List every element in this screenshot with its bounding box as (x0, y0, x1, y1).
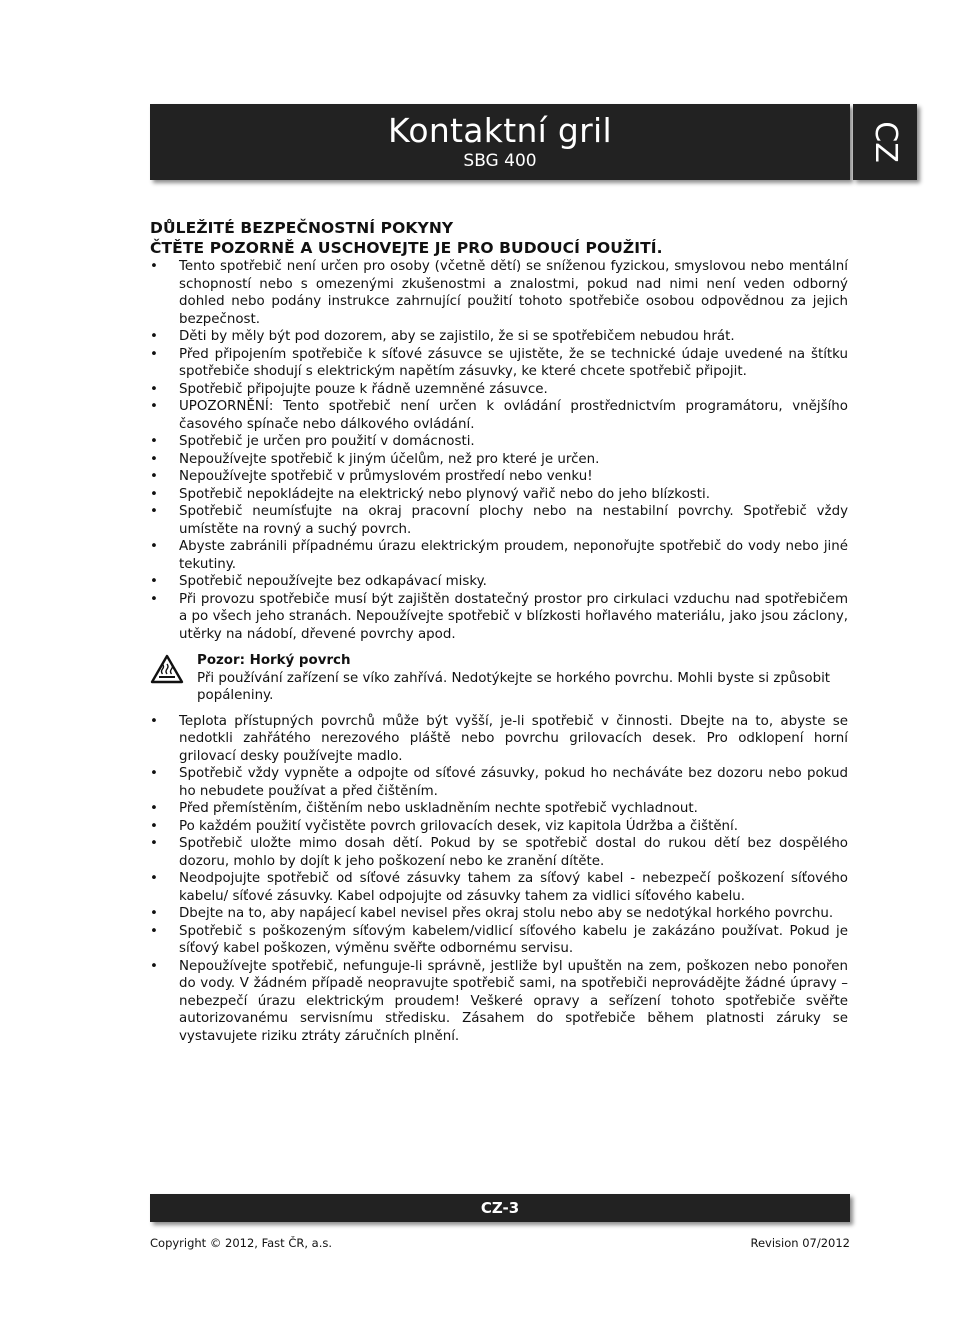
list-item: • Nepoužívejte spotřebič k jiným účelům, než pro které je určen. (150, 451, 848, 469)
hot-surface-warning (150, 652, 848, 705)
list-item: • Abyste zabránili případnému úrazu elektrickým proudem, neponořujte spotřebič do vody nebo jiné tekutiny. (150, 538, 848, 573)
header-bar (150, 104, 850, 180)
warning-text: Při používání zařízení se víko zahřívá. Nedotýkejte se horkého povrchu. Mohli byste si způsobit popáleniny. (197, 670, 831, 703)
model-number: SBG 400 (463, 151, 537, 171)
list-item: • Spotřebič nepokládejte na elektrický nebo plynový vařič nebo do jeho blízkosti. (150, 486, 848, 504)
language-tab (853, 104, 917, 180)
list-item: • UPOZORNĚNÍ: Tento spotřebič není určen k ovládání prostřednictvím programátoru, vnějšího časového spínače nebo dálkového ovládání. (150, 398, 848, 433)
list-item: • Spotřebič uložte mimo dosah dětí. Pokud by se spotřebič dostal do rukou dětí bez dospělého dozoru, mohlo by dojít k jeho poškození nebo ke zranění dítěte. (150, 835, 848, 870)
warning-title: Pozor: Horký povrch (197, 653, 351, 668)
list-item: • Nepoužívejte spotřebič, nefunguje-li správně, jestliže byl upuštěn na zem, poškozen nebo ponořen do vody. V žádném případě neopravujte spotřebič sami, na spotřebiči neprovádějte žádné úpravy – nebezpečí úrazu elektrickým proudem! Veškeré opravy a seřízení tohoto spotřebiče svěřte autorizovanému servisnímu středisku. Zásahem do spotřebiče během platnosti záruky se vystavujete riziku ztráty záručních plnění. (150, 958, 848, 1046)
list-item: • Spotřebič je určen pro použití v domácnosti. (150, 433, 848, 451)
list-item: • Dbejte na to, aby napájecí kabel nevisel přes okraj stolu nebo aby se nedotýkal horkého povrchu. (150, 905, 848, 923)
list-item: • Po každém použití vyčistěte povrch grilovacích desek, viz kapitola Údržba a čištění. (150, 818, 848, 836)
list-item: • Před připojením spotřebiče k síťové zásuvce se ujistěte, že se technické údaje uvedené na štítku spotřebiče shodují s elektrickým napětím zásuvky, ke které chcete spotřebič připojit. (150, 346, 848, 381)
list-item: • Teplota přístupných povrchů může být vyšší, je-li spotřebič v činnosti. Dbejte na to, abyste se nedotkli zahřátého nerezového pláště nebo povrchu grilovacích desek. Pro odklopení horní grilovací desky používejte madlo. (150, 713, 848, 766)
section-heading-2: ČTĚTE POZORNĚ A USCHOVEJTE JE PRO BUDOUCÍ POUŽITÍ. (150, 239, 663, 257)
list-item: • Tento spotřebič není určen pro osoby (včetně dětí) se sníženou fyzickou, smyslovou nebo mentální schopností nebo s omezenými zkušenostmi a znalostmi, pokud nad nimi není veden odborný dohled nebo podány instrukce zahrnující použití tohoto spotřebiče osobou odpovědnou za jejich bezpečnost. (150, 258, 848, 328)
list-item: • Nepoužívejte spotřebič v průmyslovém prostředí nebo venku! (150, 468, 848, 486)
list-item: • Spotřebič vždy vypněte a odpojte od síťové zásuvky, pokud ho necháváte bez dozoru nebo pokud ho nebudete používat a před čištěním. (150, 765, 848, 800)
list-item: • Spotřebič připojujte pouze k řádně uzemněné zásuvce. (150, 381, 848, 399)
page-number-bar (150, 1194, 850, 1222)
copyright: Copyright © 2012, Fast ČR, a.s. (150, 1236, 333, 1250)
list-item: • Neodpojujte spotřebič od síťové zásuvky tahem za síťový kabel - nebezpečí poškození síťového kabelu/ síťové zásuvky. Kabel odpojujte od zásuvky tahem za vidlici síťového kabelu. (150, 870, 848, 905)
page-title: Kontaktní gril (388, 111, 612, 150)
page-number: CZ-3 (480, 1199, 520, 1217)
list-item: • Spotřebič neumísťujte na okraj pracovní plochy nebo na nestabilní povrchy. Spotřebič vždy umístěte na rovný a suchý povrch. (150, 503, 848, 538)
hot-surface-icon (150, 654, 184, 684)
list-item: • Děti by měly být pod dozorem, aby se zajistilo, že si se spotřebičem nebudou hrát. (150, 328, 848, 346)
list-item: • Spotřebič nepoužívejte bez odkapávací misky. (150, 573, 848, 591)
safety-list-1 (150, 258, 848, 643)
safety-instructions (150, 218, 848, 1045)
list-item: • Spotřebič s poškozeným síťovým kabelem/vidlicí síťového kabelu je zakázáno používat. Pokud je síťový kabel poškozen, výměnu svěřte odbornému servisu. (150, 923, 848, 958)
safety-list-2 (150, 713, 848, 1046)
language-code: CZ (868, 121, 903, 163)
revision: Revision 07/2012 (750, 1236, 850, 1250)
section-heading-1: DŮLEŽITÉ BEZPEČNOSTNÍ POKYNY (150, 219, 454, 237)
list-item: • Při provozu spotřebiče musí být zajištěn dostatečný prostor pro cirkulaci vzduchu nad spotřebičem a po všech jeho stranách. Nepoužívejte spotřebič v blízkosti hořlavého materiálu, jako jsou záclony, utěrky na nádobí, dřevené povrchy apod. (150, 591, 848, 644)
list-item: • Před přemístěním, čištěním nebo uskladněním nechte spotřebič vychladnout. (150, 800, 848, 818)
